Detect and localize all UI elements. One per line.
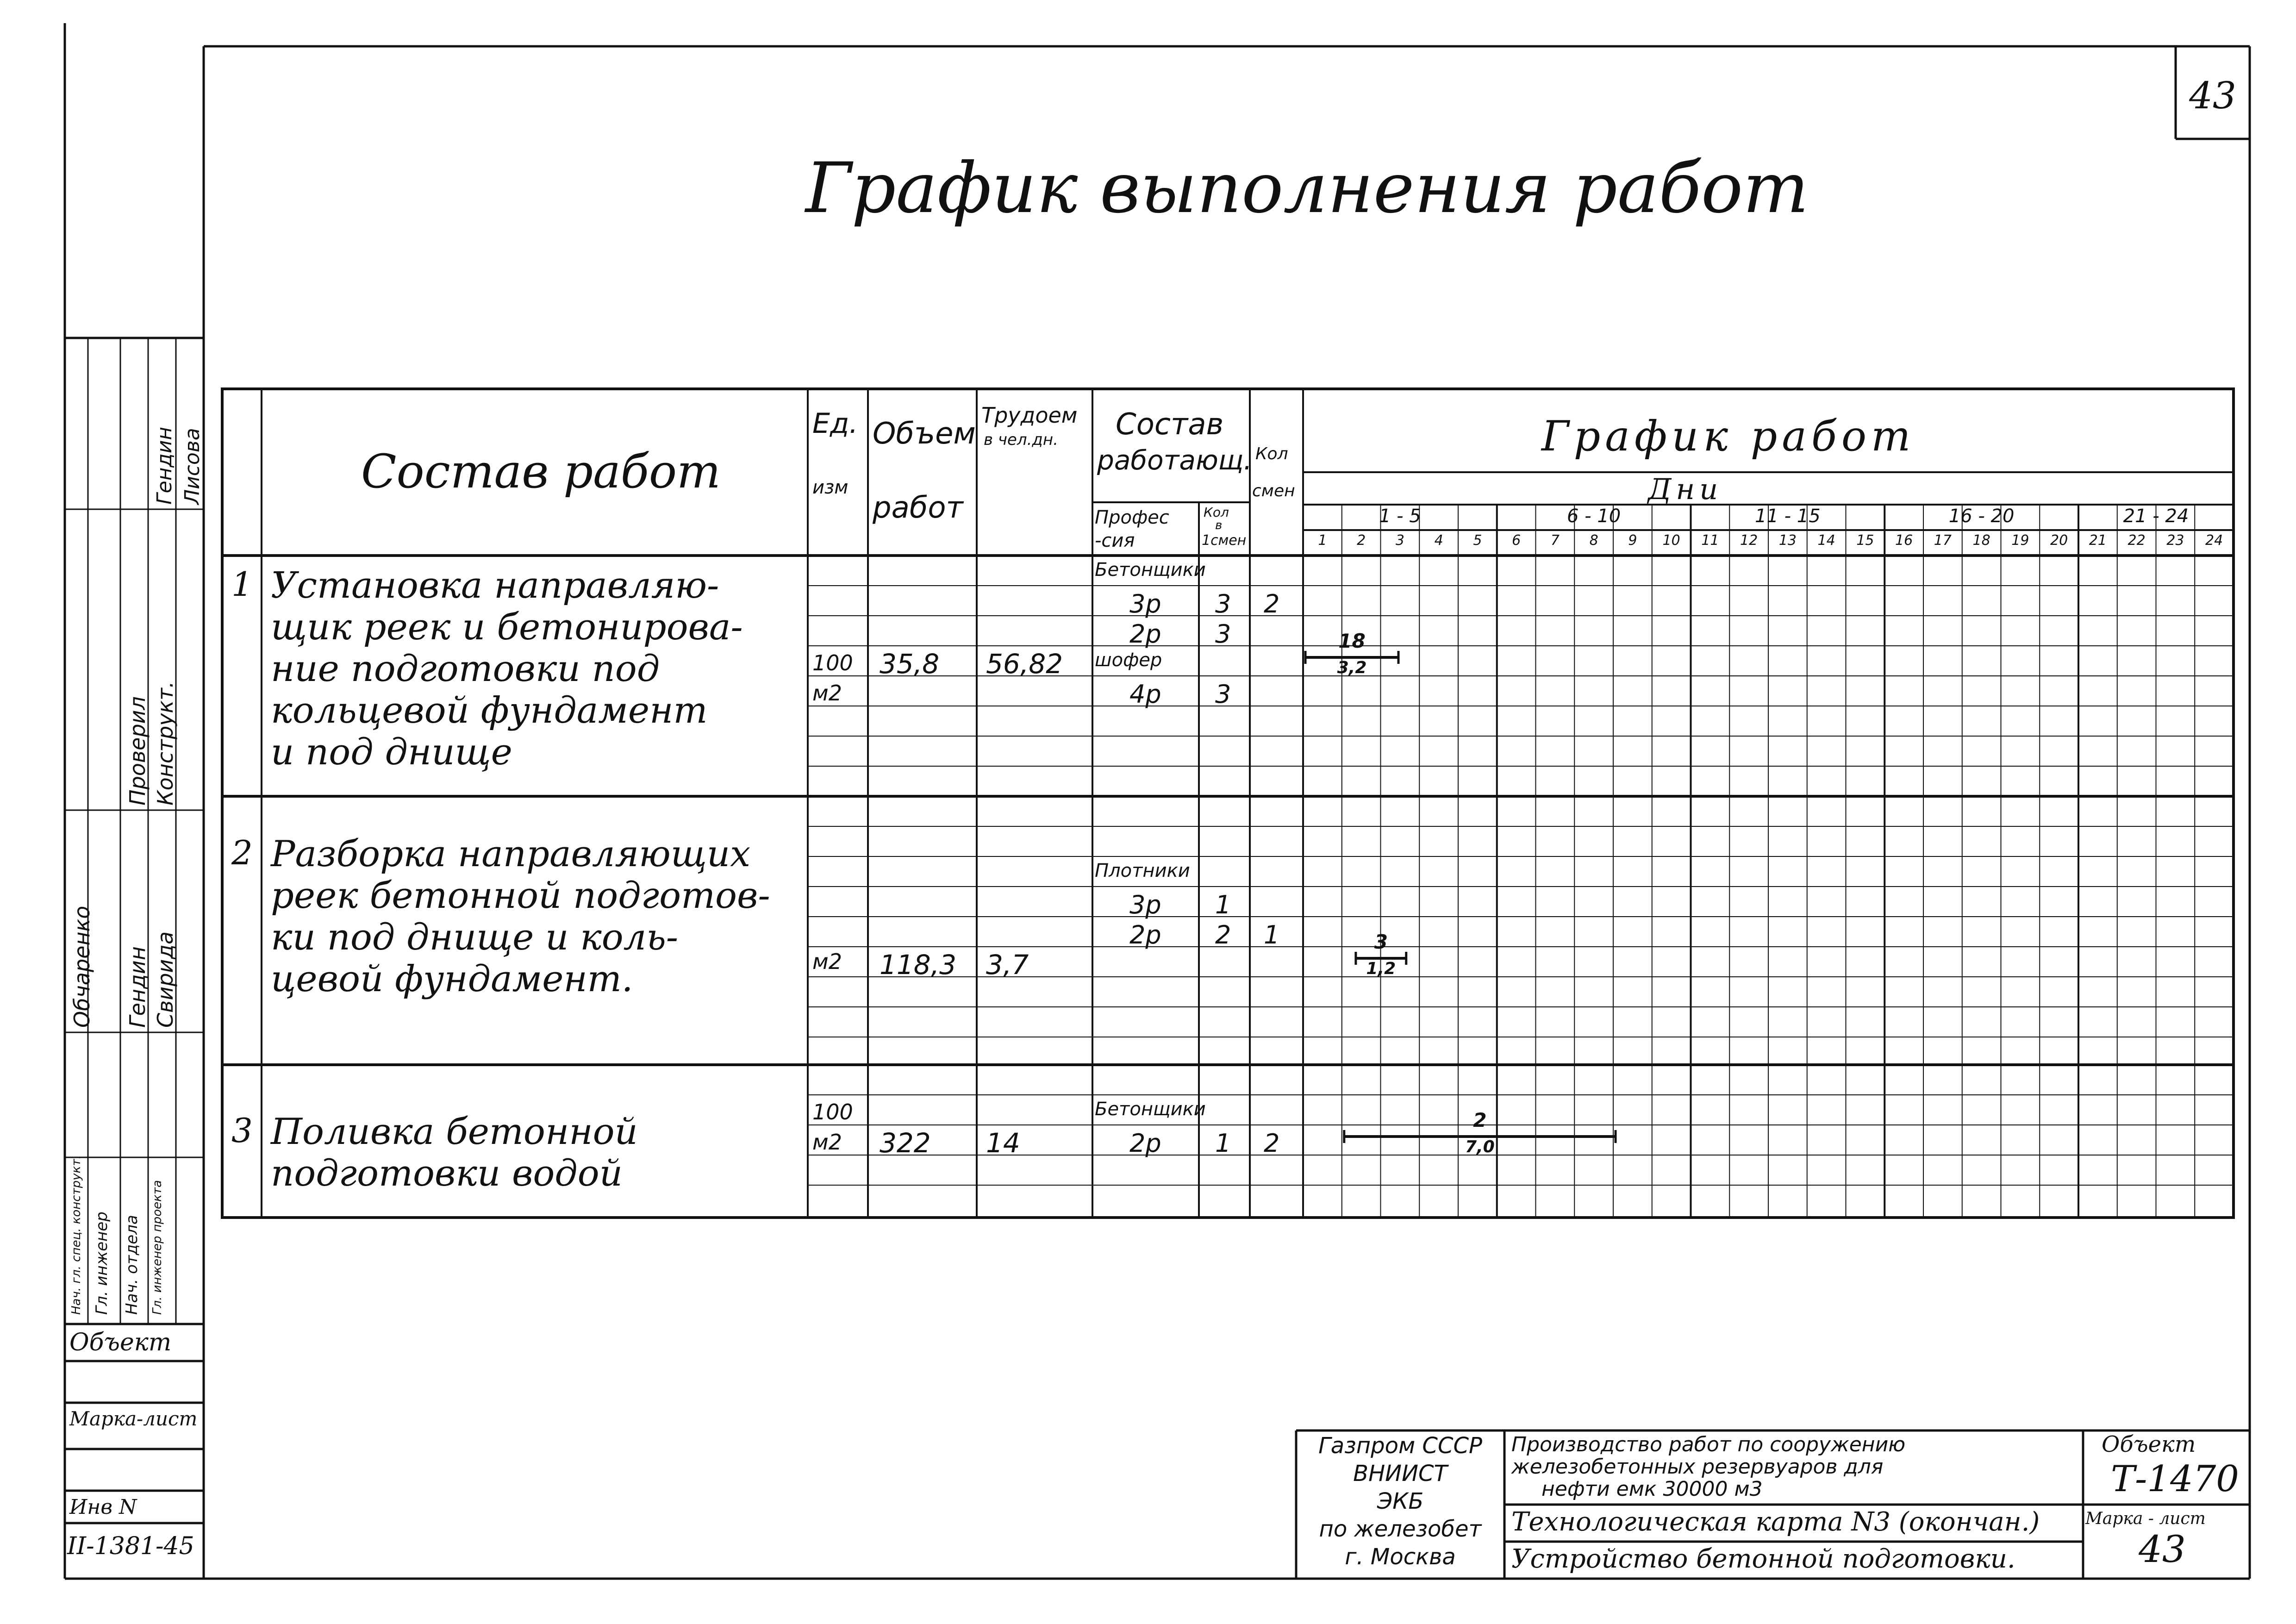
header-labor: Трудоем bbox=[981, 403, 1078, 428]
stamp-role: Нач. отдела bbox=[123, 1215, 141, 1315]
header-unit-2: изм bbox=[812, 477, 849, 498]
day-number-label: 13 bbox=[1778, 532, 1797, 549]
stamp-role: Гл. инженер bbox=[93, 1212, 111, 1315]
row-work-line: реек бетонной подготов- bbox=[271, 875, 770, 917]
day-number-label: 6 bbox=[1512, 532, 1521, 549]
day-number-label: 24 bbox=[2205, 532, 2223, 549]
day-number-label: 8 bbox=[1589, 532, 1598, 549]
row-unit-2: м2 bbox=[812, 681, 842, 706]
stamp-role: Нач. гл. спец. конструкт. bbox=[69, 1155, 83, 1315]
row-crew-profession: 3р bbox=[1129, 890, 1161, 919]
row-work-line: Разборка направляющих bbox=[271, 833, 751, 875]
row-work-line: Поливка бетонной bbox=[271, 1111, 638, 1153]
title-block-org-line: ВНИИСТ bbox=[1353, 1461, 1447, 1487]
title-block-org-line: Газпром СССР bbox=[1318, 1433, 1482, 1459]
row-crew-profession: Бетонщики bbox=[1095, 1099, 1206, 1120]
header-count-2: в bbox=[1215, 518, 1223, 532]
stamp-inv-number: II-1381-45 bbox=[67, 1532, 194, 1560]
header-crew-2: работающ. bbox=[1097, 444, 1252, 476]
schedule-bar-duration: 2 bbox=[1473, 1109, 1487, 1131]
stamp-name: Проверил bbox=[125, 696, 150, 806]
day-number-label: 14 bbox=[1817, 532, 1835, 549]
row-number: 2 bbox=[231, 833, 253, 872]
row-work-line: щик реек и бетонирова- bbox=[271, 606, 743, 648]
row-crew-profession: Бетонщики bbox=[1095, 559, 1206, 581]
header-shifts: Кол bbox=[1255, 444, 1288, 463]
stamp-mark-label: Марка-лист bbox=[69, 1407, 198, 1430]
row-labor: 56,82 bbox=[986, 648, 1063, 680]
row-crew-profession: 2р bbox=[1129, 1129, 1161, 1158]
stamp-name: Гендин bbox=[153, 426, 176, 505]
row-unit-2: м2 bbox=[812, 949, 842, 974]
day-number-label: 10 bbox=[1662, 532, 1680, 549]
row-crew-shifts: 1 bbox=[1264, 920, 1280, 949]
stamp-object-label: Объект bbox=[69, 1329, 172, 1356]
header-schedule: График работ bbox=[1541, 412, 1915, 461]
schedule-bar-workers: 7,0 bbox=[1465, 1137, 1495, 1156]
header-shifts-2: смен bbox=[1252, 481, 1295, 500]
day-number-label: 18 bbox=[1972, 532, 1990, 549]
row-number: 1 bbox=[231, 565, 253, 604]
schedule-bar-duration: 18 bbox=[1338, 630, 1366, 652]
stamp-name: Конструкт. bbox=[153, 681, 178, 806]
row-work-line: и под днище bbox=[271, 731, 512, 773]
day-number-label: 20 bbox=[2050, 532, 2068, 549]
day-number-label: 23 bbox=[2166, 532, 2184, 549]
header-labor-2: в чел.дн. bbox=[984, 431, 1058, 449]
row-unit: 100 bbox=[812, 1099, 853, 1124]
row-crew-shifts: 2 bbox=[1264, 1129, 1280, 1158]
day-number-label: 7 bbox=[1550, 532, 1560, 549]
title-block-sheet-subtitle: Устройство бетонной подготовки. bbox=[1511, 1544, 2015, 1574]
stamp-name: Свирида bbox=[153, 931, 178, 1028]
row-crew-count: 3 bbox=[1215, 589, 1231, 618]
row-crew-count: 3 bbox=[1215, 680, 1231, 709]
header-volume-2: работ bbox=[873, 491, 963, 525]
stamp-role: Гл. инженер проекта bbox=[150, 1180, 164, 1315]
row-unit-2: м2 bbox=[812, 1130, 842, 1155]
header-days: Дни bbox=[1648, 472, 1723, 506]
header-count: Кол bbox=[1204, 505, 1229, 520]
title-block-project-line: Производство работ по сооружению bbox=[1511, 1433, 1906, 1456]
row-work-line: ки под днище и коль- bbox=[271, 917, 679, 958]
header-work: Состав работ bbox=[361, 444, 721, 499]
title-block-org-line: ЭКБ bbox=[1377, 1488, 1424, 1514]
day-number-label: 15 bbox=[1856, 532, 1874, 549]
page-title: График выполнения работ bbox=[805, 148, 1809, 229]
day-number-label: 9 bbox=[1628, 532, 1637, 549]
day-number-label: 5 bbox=[1473, 532, 1482, 549]
day-number-label: 11 bbox=[1701, 532, 1719, 549]
stamp-name: Гендин bbox=[125, 946, 150, 1028]
title-block-mark-value: 43 bbox=[2139, 1528, 2186, 1571]
row-crew-profession: Плотники bbox=[1095, 860, 1190, 881]
title-block-object-code: Т-1470 bbox=[2111, 1458, 2239, 1500]
day-number-label: 4 bbox=[1434, 532, 1443, 549]
title-block-project-line: нефти емк 30000 м3 bbox=[1541, 1477, 1763, 1501]
row-volume: 35,8 bbox=[880, 648, 940, 680]
header-crew: Состав bbox=[1116, 407, 1224, 442]
title-block-mark-label: Марка - лист bbox=[2085, 1509, 2206, 1528]
row-volume: 322 bbox=[880, 1127, 931, 1159]
schedule-bar-workers: 3,2 bbox=[1337, 658, 1367, 677]
schedule-bar-workers: 1,2 bbox=[1366, 959, 1396, 978]
row-work-line: Установка направляю- bbox=[271, 565, 719, 606]
day-number-label: 19 bbox=[2011, 532, 2029, 549]
row-crew-count: 1 bbox=[1215, 890, 1231, 919]
day-number-label: 16 bbox=[1895, 532, 1913, 549]
day-group-label: 1 - 5 bbox=[1379, 506, 1421, 527]
row-unit: 100 bbox=[812, 650, 853, 675]
header-profession-2: -сия bbox=[1095, 530, 1135, 551]
day-number-label: 12 bbox=[1740, 532, 1758, 549]
day-number-label: 22 bbox=[2128, 532, 2146, 549]
schedule-bar-duration: 3 bbox=[1374, 931, 1388, 953]
row-number: 3 bbox=[231, 1111, 253, 1150]
day-group-label: 16 - 20 bbox=[1948, 506, 2015, 527]
row-crew-shifts: 2 bbox=[1264, 589, 1280, 618]
row-crew-profession: 2р bbox=[1129, 619, 1161, 649]
day-number-label: 3 bbox=[1395, 532, 1404, 549]
day-number-label: 2 bbox=[1357, 532, 1366, 549]
row-work-line: ние подготовки под bbox=[271, 648, 660, 690]
row-crew-profession: 3р bbox=[1129, 589, 1161, 618]
day-group-label: 6 - 10 bbox=[1567, 506, 1621, 527]
stamp-name: Лисова bbox=[181, 428, 204, 505]
header-count-3: 1смен bbox=[1202, 532, 1247, 549]
header-unit: Ед. bbox=[812, 407, 858, 440]
row-work-line: кольцевой фундамент bbox=[271, 690, 708, 731]
title-block-project-line: железобетонных резервуаров для bbox=[1511, 1455, 1884, 1479]
row-labor: 3,7 bbox=[986, 949, 1029, 981]
stamp-inv-label: Инв N bbox=[69, 1495, 137, 1519]
row-crew-count: 3 bbox=[1215, 619, 1231, 649]
row-volume: 118,3 bbox=[880, 949, 957, 981]
day-group-label: 21 - 24 bbox=[2123, 506, 2189, 527]
row-crew-count: 2 bbox=[1215, 920, 1231, 949]
row-work-line: подготовки водой bbox=[271, 1153, 623, 1194]
title-block-sheet-title: Технологическая карта N3 (окончан.) bbox=[1511, 1507, 2040, 1537]
title-block-org-line: по железобет bbox=[1319, 1516, 1482, 1542]
header-profession: Профес bbox=[1095, 507, 1169, 528]
day-number-label: 1 bbox=[1318, 532, 1327, 549]
day-number-label: 21 bbox=[2089, 532, 2107, 549]
title-block-org-line: г. Москва bbox=[1345, 1544, 1456, 1570]
title-block-object-label: Объект bbox=[2102, 1431, 2196, 1457]
page-number: 43 bbox=[2189, 74, 2236, 117]
row-crew-count: 1 bbox=[1215, 1129, 1231, 1158]
day-number-label: 17 bbox=[1934, 532, 1952, 549]
row-crew-profession: 4р bbox=[1129, 680, 1161, 709]
row-crew-profession: 2р bbox=[1129, 920, 1161, 949]
stamp-name: Обчаренко bbox=[69, 906, 94, 1028]
row-crew-profession: шофер bbox=[1095, 650, 1162, 671]
row-labor: 14 bbox=[986, 1127, 1020, 1159]
day-group-label: 11 - 15 bbox=[1755, 506, 1821, 527]
header-volume: Объем bbox=[873, 417, 976, 451]
row-work-line: цевой фундамент. bbox=[271, 958, 633, 1000]
